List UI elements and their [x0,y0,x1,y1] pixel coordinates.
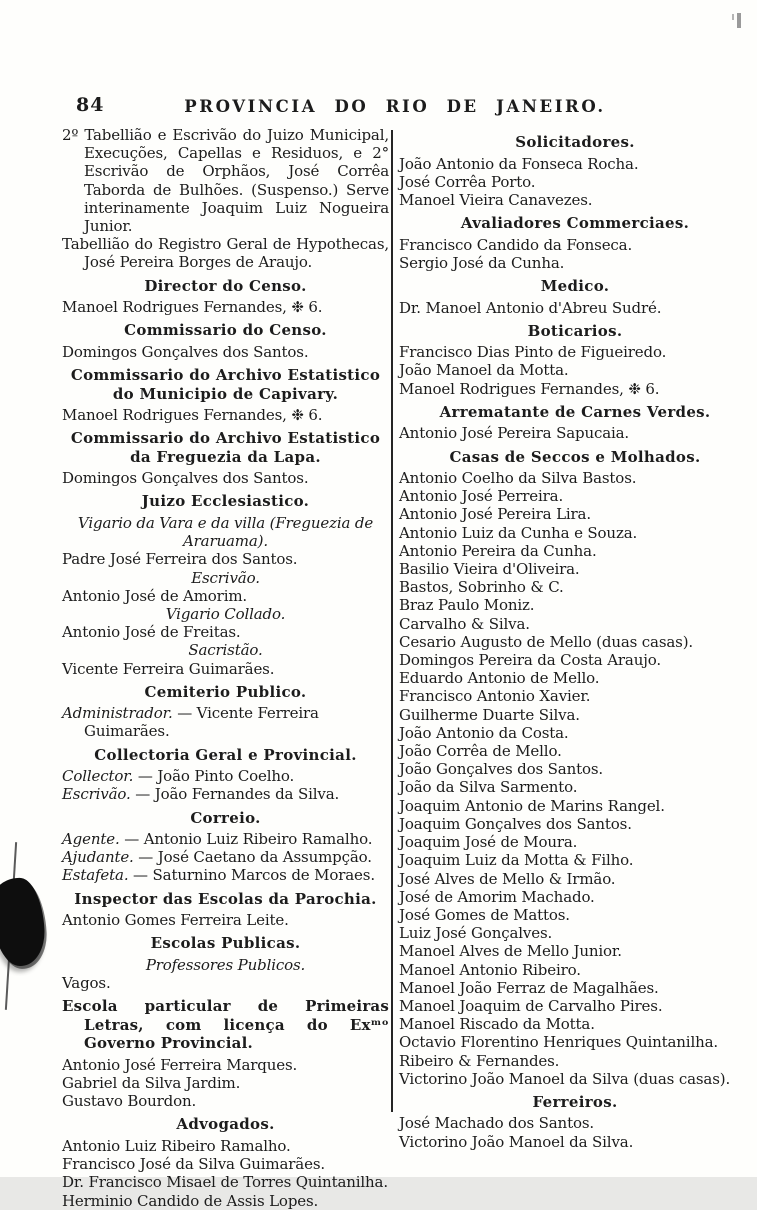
role-label: Professores Publicos. [145,955,306,974]
directory-entry: Carvalho & Silva. [399,614,530,633]
directory-entry: Domingos Gonçalves dos Santos. [62,469,309,488]
role-lead: Administrador. [62,704,173,723]
role-label: Vigario da Vara e da villa (Freguezia de Araruama). [77,513,374,551]
directory-entry: Joaquim Antonio de Marins Rangel. [399,796,665,815]
section-heading: Correio. [190,808,261,827]
directory-entry: Manoel João Ferraz de Magalhães. [399,978,659,997]
role-label: Vigario Collado. [165,604,286,623]
directory-entry: Padre José Ferreira dos Santos. [62,550,298,569]
directory-entry: João Gonçalves dos Santos. [399,760,604,779]
directory-entry: Francisco Dias Pinto de Figueiredo. [399,343,667,362]
section-heading: Collectoria Geral e Provincial. [94,745,357,764]
role-entry: Ajudante. — José Caetano da Assumpção. [62,848,372,867]
directory-entry: Sergio José da Cunha. [399,253,565,272]
role-entry: Agente. — Antonio Luiz Ribeiro Ramalho. [62,830,373,849]
directory-entry: Octavio Florentino Henriques Quintanilha. [399,1033,719,1052]
section-heading: Commissario do Archivo Estatistico do Municipio de Capivary. [70,366,381,403]
directory-entry: Manoel Alves de Mello Junior. [399,942,622,961]
role-lead: Escrivão. [62,785,131,804]
directory-entry: Antonio Pereira da Cunha. [399,541,597,560]
directory-entry: Bastos, Sobrinho & C. [399,578,564,597]
section-heading: Solicitadores. [515,133,635,151]
directory-entry: João Corrêa de Mello. [399,742,562,761]
directory-entry: Antonio José Pereira Lira. [399,505,591,524]
page-number: 84 [76,94,105,116]
directory-entry: Guilherme Duarte Silva. [399,705,580,724]
directory-entry: Dr. Manoel Antonio d'Abreu Sudré. [399,298,662,317]
directory-entry: Antonio José Perreira. [399,487,564,506]
directory-entry: Domingos Gonçalves dos Santos. [62,342,309,361]
directory-entry: Antonio Gomes Ferreira Leite. [62,911,289,930]
directory-entry: Francisco Candido da Fonseca. [399,235,633,254]
directory-entry: Manoel Rodrigues Fernandes, ❉ 6. [62,406,323,425]
directory-entry: Antonio Luiz Ribeiro Ramalho. [62,1136,291,1155]
section-heading: Advogados. [176,1115,275,1134]
section-heading: Medico. [540,277,610,296]
directory-entry: Manoel Joaquim de Carvalho Pires. [399,996,663,1015]
section-heading: Boticarios. [527,321,623,340]
directory-entry: Joaquim Gonçalves dos Santos. [399,814,632,833]
directory-entry: Antonio Coelho da Silva Bastos. [399,469,637,488]
section-heading: Director do Censo. [144,276,307,295]
section-heading: Inspector das Escolas da Parochia. [74,889,377,908]
directory-entry: Joaquim Luiz da Motta & Filho. [399,851,634,870]
directory-entry: José Corrêa Porto. [399,172,536,191]
directory-entry: Dr. Francisco Misael de Torres Quintanilha. [62,1173,388,1192]
directory-entry: Domingos Pereira da Costa Araujo. [399,651,661,670]
role-lead: Estafeta. [62,866,129,885]
directory-entry: Manoel Riscado da Motta. [399,1015,595,1034]
left-column [62,126,389,1210]
directory-entry: Manoel Rodrigues Fernandes, ❉ 6. [62,298,323,317]
directory-entry: Antonio José de Amorim. [62,586,248,605]
directory-entry: Braz Paulo Moniz. [399,596,535,615]
directory-entry: Luiz José Gonçalves. [399,924,553,943]
section-heading: Commissario do Censo. [124,321,327,340]
directory-entry: Basilio Vieira d'Oliveira. [399,560,580,579]
directory-entry: Gabriel da Silva Jardim. [62,1074,241,1092]
directory-entry: Gustavo Bourdon. [62,1092,197,1111]
section-heading: Casas de Seccos e Molhados. [449,447,701,466]
section-heading: Escolas Publicas. [150,934,301,953]
directory-entry: Herminio Candido de Assis Lopes. [62,1191,319,1210]
role-entry: Collector. — João Pinto Coelho. [62,767,295,786]
role-entry: Estafeta. — Saturnino Marcos de Moraes. [62,866,375,885]
section-heading-paragraph: Escola particular de Primeiras Letras, com licença do Exᵐᵒ Governo Provincial. [62,997,389,1053]
directory-entry: Francisco José da Silva Guimarães. [62,1155,325,1174]
column-divider-rule [391,130,393,1112]
directory-entry: Vagos. [62,974,111,993]
directory-entry: Cesario Augusto de Mello (duas casas). [399,632,694,651]
section-heading: Juizo Ecclesiastico. [141,492,310,511]
paragraph-entry: Tabellião do Registro Geral de Hypothecas, José Pereira Borges de Araujo. [62,235,389,272]
directory-entry: Victorino João Manoel da Silva (duas casas). [399,1069,731,1088]
directory-entry: José Alves de Mello & Irmão. [399,869,616,888]
section-heading: Arrematante de Carnes Verdes. [439,402,711,421]
ink-blot [0,877,46,968]
scan-artifact-corner-mark [737,13,741,28]
directory-entry: João da Silva Sarmento. [399,778,578,797]
role-lead: Ajudante. [62,848,134,867]
section-heading: Cemiterio Publico. [144,682,307,701]
role-entry: Administrador. — Vicente Ferreira Guimarães. [62,704,319,741]
role-lead: Collector. [62,767,134,786]
directory-entry: José Machado dos Santos. [399,1114,594,1133]
section-heading: Commissario do Archivo Estatistico da Freguezia da Lapa. [70,429,381,466]
directory-entry: João Manoel da Motta. [399,361,569,380]
directory-entry: Ribeiro & Fernandes. [399,1051,560,1070]
role-lead: Agente. [62,830,120,849]
directory-entry: Vicente Ferreira Guimarães. [62,659,275,678]
directory-entry: Antonio José Pereira Sapucaia. [399,424,630,443]
directory-entry: Manoel Antonio Ribeiro. [399,960,581,979]
directory-entry: Manoel Vieira Canavezes. [399,190,593,209]
paragraph-entry: 2º Tabellião e Escrivão do Juizo Municipal, Execuções, Capellas e Residuos, e 2° Escrivão de Orphãos, José Corrêa Taborda de Bulhões. (Suspenso.) Serve interinamente Joaquim Luiz Nogueira Junior. [62,126,389,236]
directory-entry: Francisco Antonio Xavier. [399,687,591,706]
role-label: Escrivão. [191,568,260,587]
directory-entry: João Antonio da Fonseca Rocha. [399,154,639,173]
directory-entry: Antonio Luiz da Cunha e Souza. [399,523,638,542]
directory-entry: Antonio José Ferreira Marques. [62,1055,298,1074]
directory-entry: Victorino João Manoel da Silva. [399,1132,634,1151]
directory-entry: Eduardo Antonio de Mello. [399,669,600,688]
role-entry: Escrivão. — João Fernandes da Silva. [62,785,340,804]
directory-entry: João Antonio da Costa. [399,723,569,742]
section-heading: Ferreiros. [532,1092,618,1111]
directory-entry: José de Amorim Machado. [399,887,595,906]
directory-entry: Manoel Rodrigues Fernandes, ❉ 6. [399,379,660,398]
directory-entry: Antonio José de Freitas. [62,623,241,642]
directory-entry: Joaquim José de Moura. [399,833,578,852]
page-title: PROVINCIA DO RIO DE JANEIRO. [184,97,606,116]
role-label: Sacristão. [188,641,263,660]
directory-entry: José Gomes de Mattos. [399,905,570,924]
right-column [399,128,751,1151]
section-heading: Avaliadores Commerciaes. [460,214,690,233]
